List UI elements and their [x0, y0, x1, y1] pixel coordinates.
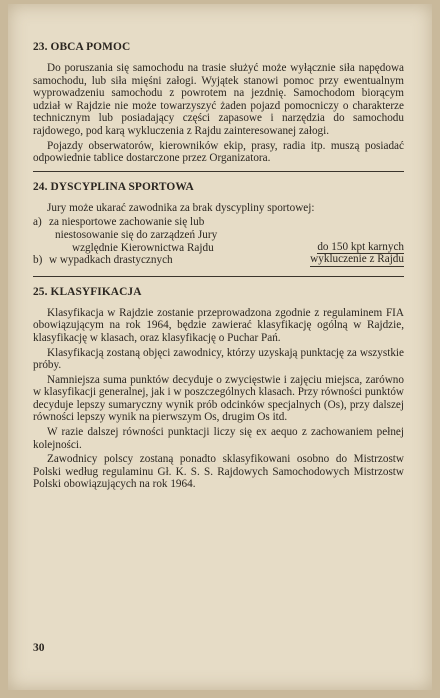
section-divider — [33, 276, 404, 277]
penalty-description: względnie Kierownictwa Rajdu — [72, 241, 214, 254]
page-number: 30 — [33, 642, 45, 654]
penalty-description: niestosowanie się do zarządzeń Jury — [55, 228, 218, 241]
penalty-item — [33, 216, 404, 254]
section-divider — [33, 171, 404, 172]
penalty-item — [33, 254, 404, 267]
list-marker: a) — [33, 216, 42, 229]
penalty-description: za niesportowe zachowanie się lub — [49, 216, 205, 229]
paragraph: Klasyfikacja w Rajdzie zostanie przeprowadzona zgodnie z regulaminem FIA obowiązującym na rok 1964, będzie zawierać klasyfikację ogólną w Rajdzie, klasyfikację w klasach, oraz klasyfikację o Puchar Pań. — [33, 306, 404, 344]
penalty-list — [33, 216, 404, 266]
paragraph: Do poruszania się samochodu na trasie służyć może wyłącznie siła napędowa samochodu, lub siła mięśni załogi. Wyjątek stanowi pomoc przy ewentualnym wyprowadzeniu samochodu z powrotem na jezdnię. Samochodom biorącym udział w Rajdzie nie może towarzyszyć żaden pojazd pomocniczy o charakterze technicznym lub posiadający części zapasowe i narzędzia do samochodu rajdowego, pod karą wykluczenia z Rajdu zainteresowanej załogi. — [33, 62, 404, 137]
paragraph: W razie dalszej równości punktacji liczy się ex aequo z zachowaniem pełnej kolejności. — [33, 426, 404, 451]
paragraph: Namniejsza suma punktów decyduje o zwycięstwie i zajęciu miejsca, zarówno w klasyfikacji generalnej, jak i w poszczególnych klasach. Przy równości punktów decyduje lepszy sumaryczny wynik prób odcinków specjalnych (Os), przy dalszej równości lepszy wynik na pierwszym Os, drugim Os itd. — [33, 373, 404, 424]
section-title: 23. OBCA POMOC — [33, 41, 131, 53]
section-title: 25. KLASYFIKACJA — [33, 285, 142, 298]
paragraph: Klasyfikacją zostaną objęci zawodnicy, którzy uzyskają punktację za wszystkie próby. — [33, 346, 404, 372]
penalty-value: do 150 kpt karnych — [317, 240, 404, 253]
section-25 — [33, 285, 404, 491]
list-marker: b) — [33, 254, 43, 267]
penalty-value: wykluczenie z Rajdu — [310, 253, 404, 266]
paragraph: Zawodnicy polscy zostaną ponadto sklasyfikowani osobno do Mistrzostw Polski według regulaminu Gł. K. S. S. Rajdowych Samochodowych Mistrzostw Polski obowiązujących na rok 1964. — [33, 453, 404, 491]
paragraph: Pojazdy obserwatorów, kierowników ekip, prasy, radia itp. muszą posiadać odpowiednie tablice dostarczone przez Organizatora. — [33, 139, 404, 165]
section-24 — [33, 180, 404, 267]
paragraph: Jury może ukarać zawodnika za brak dyscypliny sportowej: — [47, 201, 315, 214]
section-title: 24. DYSCYPLINA SPORTOWA — [33, 180, 194, 193]
section-23 — [33, 40, 404, 165]
penalty-description: w wypadkach drastycznych — [49, 254, 173, 267]
document-page — [8, 4, 432, 690]
